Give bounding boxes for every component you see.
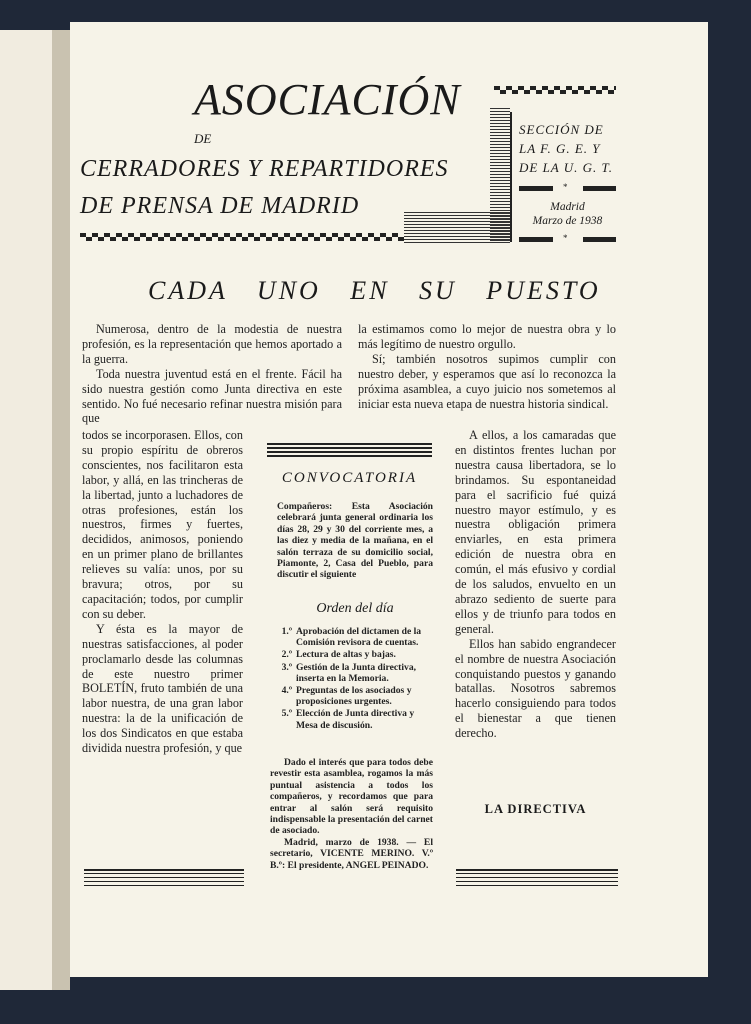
convocatoria-rule-top <box>267 443 432 457</box>
signature: LA DIRECTIVA <box>484 802 587 816</box>
header-line1: CERRADORES Y REPARTIDORES <box>80 156 449 182</box>
seccion-line1: SECCIÓN DE <box>519 122 604 137</box>
convocatoria-heading: CONVOCATORIA <box>281 470 418 486</box>
left-column-top <box>82 322 342 426</box>
list-item: 2.º Lectura de altas y bajas. <box>281 649 396 661</box>
star-icon: * <box>563 182 568 192</box>
ornament-rule-1 <box>519 182 616 192</box>
checker-rule-top-b <box>494 90 616 94</box>
orden-del-dia-list <box>270 626 433 732</box>
header-line2: DE PRENSA DE MADRID <box>80 193 360 219</box>
star-icon: * <box>563 233 568 243</box>
paragraph: Y ésta es la mayor de nuestras satisfacciones, al poder proclamarlo desde las columnas de este nuestro primer BOLETÍN, fruto también de una labor nuestra, de una gran labor nuestra: la de la unificación de los dos Sindicatos en que estaba dividida nuestra profesión, y que <box>82 621 243 756</box>
list-item: 5.º Elección de Junta directiva y Mesa de discusión. <box>281 708 415 731</box>
paragraph: A ellos, a los camaradas que en distintos frentes luchan por nuestra causa libertadora, se lo brindamos. Su espontaneidad para el sacrificio fué quizá nuestro mayor estímulo, y es nuestra obligación primera enviarles, en esta primera edición de nuestra obra en común, el más efusivo y cordial de los saludos, envuelto en un abrazo sediento de suerte para ellos y de triunfo para todos en general. <box>455 428 616 636</box>
hatched-block <box>404 212 510 243</box>
paragraph: la estimamos como lo mejor de nuestra obra y lo más legítimo de nuestro orgullo. <box>358 322 616 351</box>
right-column-narrow <box>455 428 616 741</box>
seccion-line2: LA F. G. E. Y <box>519 141 601 156</box>
paragraph: Numerosa, dentro de la modestia de nuestra profesión, es la representación que hemos aportado a la guerra. <box>82 322 342 366</box>
header-de: DE <box>194 131 212 146</box>
article-title: CADA UNO EN SU PUESTO <box>148 276 601 305</box>
paragraph: Toda nuestra juventud está en el frente. Fácil ha sido nuestra gestión como Junta directiva en este sentido. No fué necesario refinar nuestra misión para que <box>82 366 342 426</box>
list-item: 3.º Gestión de la Junta directiva, inserta en la Memoria. <box>281 661 417 684</box>
seccion-line3: DE LA U. G. T. <box>519 160 614 175</box>
paragraph: Sí; también nosotros supimos cumplir con nuestro deber, y esperamos que así lo reconozca la próxima asamblea, a cuyo juicio nos sometemos al iniciar esta nueva etapa de nuestra historia sindical. <box>358 351 616 411</box>
paragraph: todos se incorporasen. Ellos, con su propio espíritu de obreros conscientes, nos facilitaron esta labor, y allá, en las trincheras de la libertad, junto a luchadores de otras profesiones, están los nuestros, firmes y fuertes, decididos, animosos, poniendo en un primer plano de brillantes relieves su valía: unos, por su bravura; otros, por su capacitación; todos, por cumplir con su deber. <box>82 428 243 621</box>
convocatoria-closing: Dado el interés que para todos debe revestir esta asamblea, rogamos la más puntual asistencia a todos los compañeros, y recordamos que para entrar al salón será requisito indispensable la presentación del carnet de asociado. Madrid, marzo de 1938. — El secretario, VICENTE MERINO. V.º B.º: El presidente, ANGEL PEINADO. <box>270 757 433 871</box>
header-place: Madrid <box>550 201 585 213</box>
convocatoria-signoff: Madrid, marzo de 1938. — El secretario, VICENTE MERINO. V.º B.º: El presidente, ANGEL PEINADO. <box>270 836 433 871</box>
left-column-narrow <box>82 428 243 756</box>
section-divider <box>510 112 512 242</box>
checker-rule-bottom-b <box>80 237 404 241</box>
list-item: 1.º Aprobación del dictamen de la Comisión revisora de cuentas. <box>281 626 422 649</box>
book-gutter <box>52 30 70 990</box>
convocatoria-intro: Compañeros: Esta Asociación celebrará junta general ordinaria los días 28, 29 y 30 del corriente mes, a las diez y media de la mañana, en el salón terraza de su domicilio social, Piamonte, 2, Casa del Pueblo, para discutir el siguiente <box>277 501 433 581</box>
bottom-rule-right <box>456 869 618 886</box>
header-asociacion: ASOCIACIÓN <box>194 75 461 124</box>
paragraph: Ellos han sabido engrandecer el nombre de nuestra Asociación conquistando puestos y ganando batallas. Nosotros sabremos hacerlo consiguiendo para todos el bienestar a que tienen derecho. <box>455 636 616 741</box>
list-item: 4.º Preguntas de los asociados y proposiciones urgentes. <box>281 685 412 708</box>
previous-page-edge <box>0 30 52 990</box>
right-column-top <box>358 322 616 411</box>
orden-del-dia-title: Orden del día <box>316 601 394 616</box>
ornament-rule-2 <box>519 233 616 243</box>
header-date: Marzo de 1938 <box>532 215 603 227</box>
bottom-rule-left <box>84 869 244 886</box>
